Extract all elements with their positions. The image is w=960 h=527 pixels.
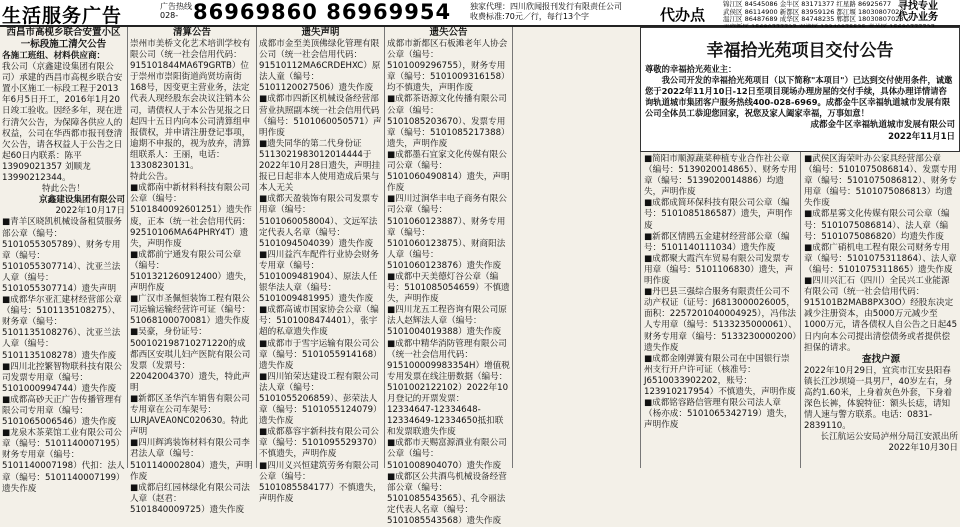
listing-item: ■新都区情鸥五金建材经营部公章（编号：5101140111034）遗失作废 xyxy=(644,231,790,253)
delivery-notice-date: 2022年11月1日 xyxy=(888,132,955,142)
listing-item: ■成都金刚弹簧有限公司在中国银行崇州支行开户许可证（核准号：J6510033902202，账号：123910217954）不慎遗失，声明作废 xyxy=(644,353,796,397)
listing-item: ■吴豪，身份证号：500102198710271220的成都西区安琪儿妇产医院有限公司发票（发票号：22042004370）遗失，特此声明 xyxy=(130,327,251,393)
phone-label xyxy=(160,2,192,20)
column-divider xyxy=(800,152,801,468)
notice-body: 成都市金至美顶佛绿化管理有限公司（统一社会信用代码：91510112MA6CRDEHXC）原法人童（编号：5101120027506）遗失作废 xyxy=(259,39,381,94)
column-divider xyxy=(512,27,513,468)
masthead xyxy=(0,0,960,27)
column-divider xyxy=(256,27,257,468)
listing-item: ■成都南中新材料科技有限公司公章（编号：5101840092601251）遗失作废，正本（统一社会信用代码：92510106MA64PHRY4T）遗失，声明作废 xyxy=(130,183,252,249)
column-2 xyxy=(130,27,254,515)
listing-item: ■成都市天赐富源酒业有限公司公章（编号：5101008904070）遗失作废 xyxy=(387,438,507,471)
listing-item: ■成都市四新区机械设备经营部营业执照副本统一社会信用代码（编号：5101060050571）声明作废 xyxy=(259,94,382,138)
listing-item: ■成都慕容宇新科技有限公司公章（编号：5101095529370）不慎遗失，声明作废 xyxy=(259,427,382,460)
notice-body: 崇州市美桥文化艺术培训学校有限公司（统一社会信用代码：915101844MA6T9GRTB）位于崇州市崇阳街道尚贤坊南街168号，因变更主营业务，法定代表人现经股东会决议注销本公司，请债权人于本公告见报之日起四十五日内向本公司清算组申报债权，并申请注册登记事项，逾期不申报的，视为放弃，清算组联系人：王丽，电话：13308230131。 xyxy=(130,39,251,172)
column-6 xyxy=(804,154,958,468)
listing-item: ■成都茶语源文化传播有限公司公章（编号：5101085203670）、发票专用章（编号：5101085217388）遗失，声明作废 xyxy=(387,94,510,149)
agency-line: 武侯区 86114900 新都区 83959126 都江堰 18030807028 xyxy=(723,7,904,16)
delivery-notice-body: 我公司开发的幸福拾光苑项目（以下简称"本项目"）已达到交付使用条件，诚邀您于2022年11月10日-12日至项目现场办理房屋的交付手续，具体办理详情请咨询轨道城市集团客户服务热线400-028-6969。成都金牛区幸福轨道城市发展有限公司全体员工恭迎您回家，祝您及家人阖家幸福，万事如意！ xyxy=(645,75,953,118)
listing-item: ■成都中精华消防管理有限公司（统一社会信用代码：915100009983354H）增值税专用发票在线注册数据（编号：5101002122102）2022年10月登记的开票发票：12334647-12334648-12334649-12334650抵扣联和发票联遗失作废 xyxy=(387,338,510,438)
publisher-line: 独家代理：四川欣闻报刊发行有限责任公司 xyxy=(470,2,622,11)
delivery-notice-box xyxy=(640,27,960,152)
slogan-line: 代办业务 xyxy=(898,12,938,23)
listing-item: ■四川义兴恒建筑劳务有限公司公章（编号：5101085584177）不慎遗失，声明作废 xyxy=(259,460,382,504)
notice-thanks: 特此公告！ xyxy=(42,184,85,195)
listing-item: ■成都前宁通发有限公司公章（编号：5101321260912400）遗失，声明作废 xyxy=(130,249,252,294)
fee-standard-line: 收费标准:70元／行，每行13个字 xyxy=(470,12,590,21)
listing-item: ■成都高诚市国家协会公章（编号：5101008474401），张宇超的私章遗失作废 xyxy=(259,305,379,338)
publisher-info xyxy=(470,2,622,22)
listing-item: ■成都成简环保科技有限公司公章（编号：5101085186587）遗失，声明作废 xyxy=(644,198,793,231)
listing-item: ■四川益汽车配件行业协会财务专用章（编号：5101009481904）、原法人任银华法人章（编号：5101009481995）遗失作废 xyxy=(259,249,379,305)
listing-item: ■遗失同华的第二代身份证5113021983012014444于2022年10月28日遗失，声明挂报已日起非本人使用造成后果与本人无关 xyxy=(259,138,381,194)
slogan-line: 寻找专业 xyxy=(898,1,938,12)
listing-item: ■成都天盈装饰有限公司发票专用章（编号：5101060058004）、文远军法定代表人名章（编号：5101094504039）遗失作废 xyxy=(259,194,379,249)
listing-item: ■成都华尔亚汇建材经营部公章（编号：5101135108275）、财务章（编号：5101135108276）、沈亚兰法人章（编号：5101135108278）遗失作废 xyxy=(2,295,122,361)
notice-title: 遗失声明 xyxy=(301,27,340,38)
listing-item: ■武侯区海荣叶办公家具经营部公章（编号：5101075086814）、发票专用章（编号：5101075086812）、财务专用章（编号：5101075086813）均遗失作废 xyxy=(804,154,957,209)
delivery-notice-title: 幸福拾光苑项目交付公告 xyxy=(706,41,894,61)
listing-item: ■成都启红园林绿化有限公司法人章（赵君：5101840009725）遗失作废 xyxy=(130,482,250,515)
column-1 xyxy=(2,27,125,494)
agency-line: 锦江区 84545086 金牛区 83171377 红星路 86925677 xyxy=(723,0,892,8)
listing-item: ■成都铭容路信管理有限公司法人章（杨亦成：5101065342719）遗失，声明作废 xyxy=(644,398,793,431)
notice-extra: 特此公告。 xyxy=(130,172,173,183)
agency-label: 代办点 xyxy=(660,6,706,24)
column-3 xyxy=(259,27,382,504)
hotline-numbers: 86969860 86969954 xyxy=(193,0,452,24)
listing-item: ■成都墨石宜家文化传媒有限公司公章（编号：5101060490814）遗失，声明作废 xyxy=(387,149,510,194)
find-notice-body: 2022年10月29日，宜宾市江安县阳春镇长江沙坝境一具男尸，40岁左右，身高约1.60米，上身着灰色外套，下身着深色长裤，体貌特征：额头长痣，请知情人速与警方联系。电话：0831-2839110。 xyxy=(804,365,953,432)
listing-item: ■成都聚大霞汽车贸易有限公司发票专用章（编号：5101106830）遗失，声明作废 xyxy=(644,253,794,287)
agency-line: 温江区 86487689 成华区 84748235 郫都区 18030807028 xyxy=(723,15,904,23)
notice-title: 遗失公告 xyxy=(429,27,468,38)
delivery-notice-greeting: 尊敬的幸福拾光苑业主： xyxy=(645,64,737,74)
listing-item: ■成都区公共酒鸟机械设备经营部公章（编号：5101085543565）、孔令丽法定代表人名章（编号：5101085543568）遗失作废 xyxy=(387,471,507,527)
listing-item: ■广汉市圣佩恒装饰工程有限公司运输运输经营许可证（编号：51068100070081）遗失作废 xyxy=(130,294,251,327)
listing-item: ■四川北控繁智物联科技有限公司发票专用章（编号：5101000994744）遗失作废 xyxy=(2,361,122,394)
listing-item: ■成都星雾文化传媒有限公司公章（编号：5101075086814）、法人章（编号：5101075086820）均遗失作废 xyxy=(804,209,950,242)
notice-date: 2022年10月17日 xyxy=(55,206,125,217)
delivery-notice-sign: 成都金牛区幸福轨道城市发展有限公司 xyxy=(810,120,955,130)
notice-subtitle: 各施工班组、材料供应商： xyxy=(2,51,106,61)
listing-item: ■青羊区晓凯机械设备租赁服务部公章（编号：5101055305789）、财务专用章（编号：5101055307714）、沈亚兰法人章（编号：5101055307714）遗失声明 xyxy=(2,217,122,294)
listing-item: ■新都区圣华汽车销售有限公司专用章在公司车架号：LURJAVEA0NC020630。特此声明 xyxy=(130,394,250,438)
column-5 xyxy=(644,154,797,468)
listing-item: ■四川兴汇石（四川）全民兴工业能源有限公司（统一社会信用代码：915101B2MAB8PX30O）经股东决定减少注册资本，由5000万元减少至1000万元，请各债权人自公告之日起45日内向本公司提出清偿债务或者提供偿担保的请求。 xyxy=(804,276,958,353)
column-divider xyxy=(384,27,385,468)
listing-item: ■成都市于雪宇运输有限公司公章（编号：5101055914168）遗失作废 xyxy=(259,338,382,371)
notice-title: 清算公告 xyxy=(172,27,211,38)
listing-item: ■四川过涧华丰电子商务有限公司公章（编号：5101060123887）、财务专用章（编号：5101060123875）、财商阳法人章（编号：5101060123876）遗失作废 xyxy=(387,194,507,271)
phone-prefix: 028- xyxy=(160,11,179,20)
listing-item: ■四川龙五工程咨询有限公司原法人赵辉法人章（编号：5101004019388）遗失作废 xyxy=(387,305,507,338)
listing-item: ■龙泉木茶菜馆工业有限公司公章（编号：5101140007195）财务专用章（编号：5101140007198）代扣：法人章（编号：5101140007199）遗失作废 xyxy=(2,428,125,494)
listing-item: ■四川辉鸿装饰材料有限公司李君法人章（编号：5101140002804）遗失，声明作废 xyxy=(130,438,253,482)
listing-item: ■成都广硝机电工程有限公司财务专用章（编号：5101075311864）、法人章（编号：5101075311865）遗失作废 xyxy=(804,242,957,275)
notice-title: 西昌市高枧乡联合安置小区一标段施工清欠公告 xyxy=(6,27,121,50)
notice-sign: 京鑫建设集团有限公司 xyxy=(39,195,125,206)
slogan xyxy=(898,1,938,23)
listing-item: ■成都高砂天正广告传播管理有限公司专用章（编号：5101065006546）遗失作废 xyxy=(2,394,122,428)
notice-body: 成都市新都区石板滩老年人协会公章（编号：5101009296755），财务专用章（编号：5101009316158）均不慎遗失，声明作废 xyxy=(387,39,510,94)
find-notice-sign: 长江航运公安局泸州分局江安派出所 2022年10月30日 xyxy=(820,432,958,454)
section-logo: 生活服务广告 xyxy=(2,5,123,27)
listing-item: ■成都中天美德灯谷公章（编号：5101085054659）不慎遗失，声明作废 xyxy=(387,271,510,305)
listing-item: ■丹巴县三强综合服务有限责任公司不动产权证（证号：J6813000026005，面积：2257201040004925），冯伟法人专用章（编号：5133235000061）、财务专用章（编号：5133230000200）遗失作废 xyxy=(644,287,797,353)
column-divider xyxy=(127,27,128,468)
listing-item: ■简阳市顺源蔬菜种植专业合作社公章（编号：5139020014865）、财务专用章（编号：5139020014886）均遗失，声明作废 xyxy=(644,154,797,198)
phone-label-text: 广告热线 xyxy=(160,2,192,11)
notice-body: 我公司（京鑫建设集团有限公司）承建的西昌市高枧乡联合安置小区施工一标段工程于2013年6月5日开工，2016年1月20日竣工验收。因经多年，现在进行清欠公告，为保障各供应人的权益，公司在华西都市报刊登清欠公告，请各权益人于公告之日起60日内联系：陈平 13909021357 刘顺龙 13990212344。 xyxy=(2,62,123,184)
listing-item: ■四川铂荣达建设工程有限公司法人章（编号：5101055206859）、彭荣法人章（编号：5101055124079）遗失作废 xyxy=(259,371,382,427)
find-notice-title: 查找户源 xyxy=(861,353,900,365)
column-4 xyxy=(387,27,510,527)
